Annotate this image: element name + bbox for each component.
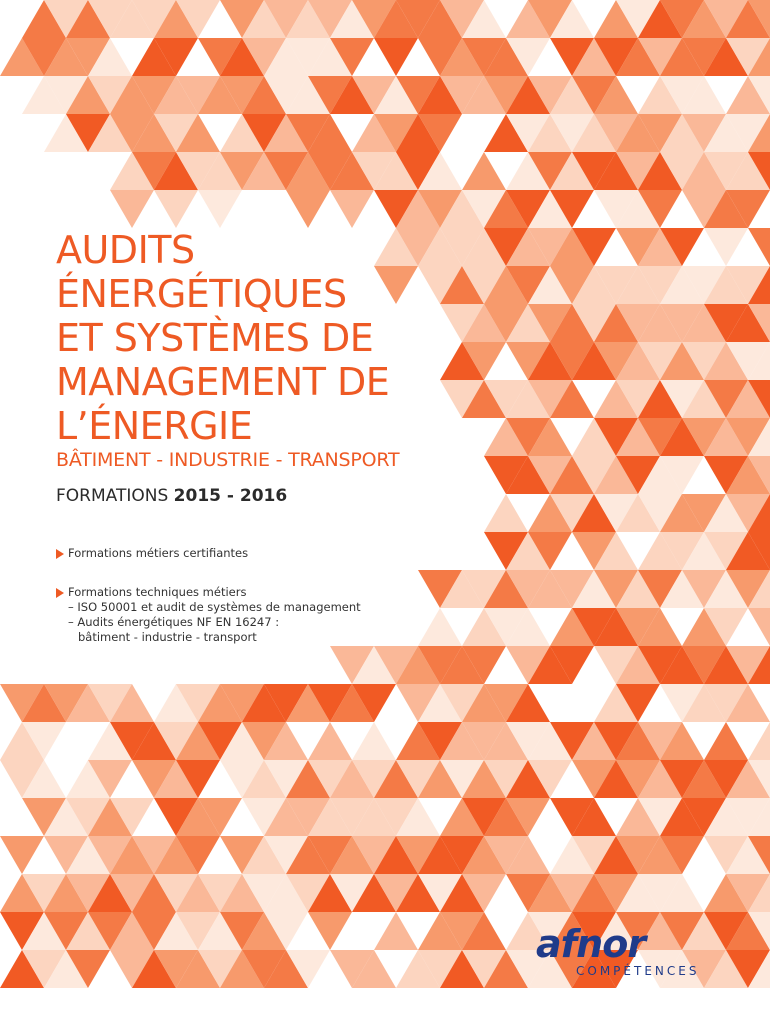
bullet-subitem: – ISO 50001 et audit de systèmes de management — [68, 600, 361, 614]
triangle-bullet-icon — [56, 588, 64, 598]
bullet-text: Formations métiers certifiantes — [68, 546, 249, 560]
title-line-4: MANAGEMENT DE — [56, 360, 390, 404]
triangle-bullet-icon — [56, 549, 64, 559]
bullet-list — [56, 546, 361, 645]
formations-label: FORMATIONS — [56, 486, 169, 506]
bullet-subitem: – Audits énergétiques NF EN 16247 : — [68, 615, 280, 629]
bullet-subitem: bâtiment - industrie - transport — [78, 630, 257, 644]
title-line-1: AUDITS — [56, 228, 195, 272]
title-line-3: ET SYSTÈMES DE — [56, 316, 374, 360]
bullet-item — [56, 585, 361, 645]
formations-heading — [56, 486, 287, 506]
title-line-2: ÉNERGÉTIQUES — [56, 272, 347, 316]
logo-wordmark: afnor — [536, 922, 646, 966]
logo-subtitle: COMPÉTENCES — [576, 964, 700, 978]
cover-title — [56, 228, 389, 448]
cover-subtitle: BÂTIMENT - INDUSTRIE - TRANSPORT — [56, 449, 400, 471]
bullet-text: Formations techniques métiers — [68, 585, 247, 599]
title-line-5: L’ÉNERGIE — [56, 404, 253, 448]
bullet-item — [56, 546, 361, 561]
formations-years: 2015 - 2016 — [173, 486, 288, 506]
afnor-logo — [536, 922, 736, 978]
